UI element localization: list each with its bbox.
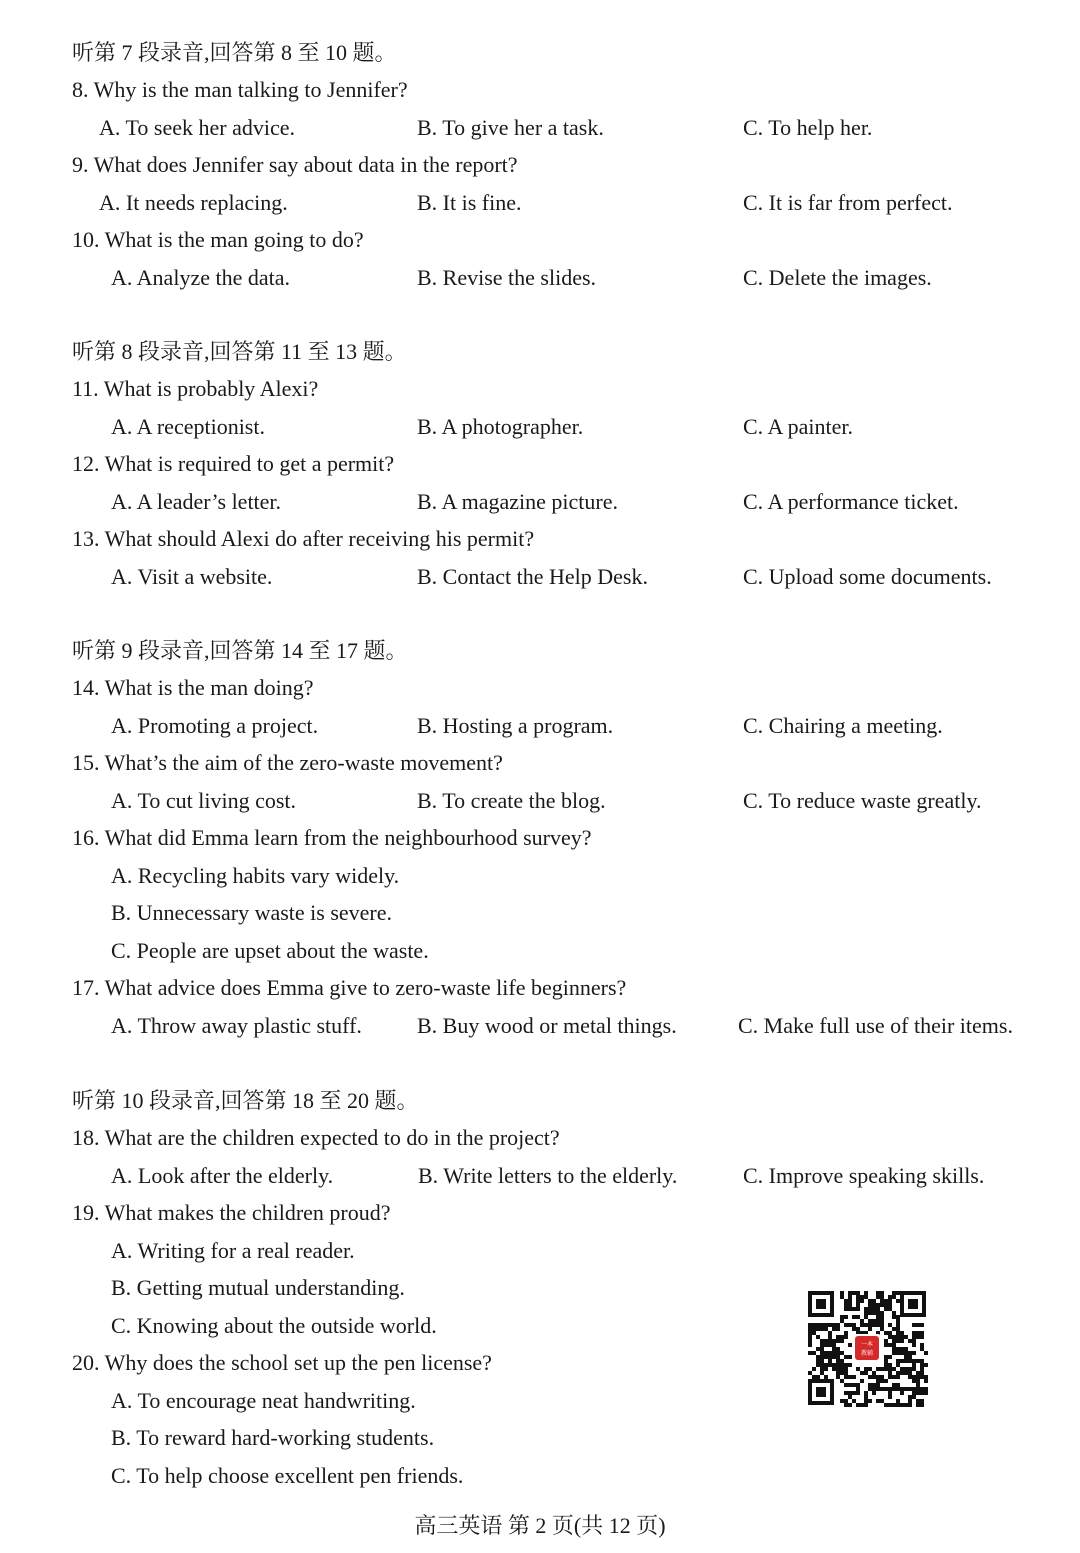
options-row — [72, 109, 1052, 147]
options-row — [72, 408, 1052, 446]
options-row — [72, 1007, 1052, 1045]
section-8 — [72, 333, 1052, 595]
question-stem: 15. What’s the aim of the zero-waste movement? — [72, 750, 503, 775]
option-a: A. Visit a website. — [111, 563, 273, 589]
option-b: B. Revise the slides. — [417, 264, 597, 290]
options-row — [72, 782, 1052, 820]
option-c: C. A painter. — [743, 413, 853, 439]
option-b: B. Unnecessary waste is severe. — [111, 900, 393, 925]
option-b: B. A magazine picture. — [417, 488, 618, 514]
qr-badge-text-top: 一本 — [860, 1341, 874, 1348]
option-a: A. A receptionist. — [111, 413, 265, 439]
option-c: C. To help choose excellent pen friends. — [111, 1462, 464, 1488]
page-footer: 高三英语 第 2 页(共 12 页) — [414, 1513, 666, 1538]
question-stem: 14. What is the man doing? — [72, 675, 314, 700]
option-c: C. Upload some documents. — [743, 563, 992, 589]
option-c: C. To help her. — [743, 114, 873, 140]
question-stem: 18. What are the children expected to do in the project? — [72, 1125, 560, 1150]
option-c: C. Improve speaking skills. — [743, 1162, 985, 1188]
section-heading: 听第 10 段录音,回答第 18 至 20 题。 — [72, 1088, 419, 1113]
option-a: A. It needs replacing. — [99, 189, 288, 215]
option-b: B. A photographer. — [417, 413, 584, 439]
option-c: C. A performance ticket. — [743, 488, 959, 514]
options-row — [72, 1157, 1052, 1195]
option-b: B. Getting mutual understanding. — [111, 1275, 405, 1300]
question-stem: 20. Why does the school set up the pen license? — [72, 1350, 492, 1375]
option-a: A. To seek her advice. — [99, 114, 295, 140]
option-a: A. Look after the elderly. — [111, 1162, 334, 1188]
section-heading: 听第 9 段录音,回答第 14 至 17 题。 — [72, 638, 408, 663]
option-a: A. Writing for a real reader. — [111, 1237, 355, 1263]
option-b: B. It is fine. — [417, 189, 522, 215]
option-b: B. Hosting a program. — [417, 712, 614, 738]
option-c: C. Make full use of their items. — [738, 1012, 1013, 1038]
question-stem: 8. Why is the man talking to Jennifer? — [72, 77, 408, 102]
options-row — [72, 707, 1052, 745]
section-10 — [72, 1082, 1052, 1494]
question-stem: 13. What should Alexi do after receiving his permit? — [72, 526, 535, 551]
section-heading: 听第 8 段录音,回答第 11 至 13 题。 — [72, 339, 407, 364]
section-7 — [72, 34, 1052, 296]
option-a: A. To encourage neat handwriting. — [111, 1387, 416, 1413]
option-c: C. Chairing a meeting. — [743, 712, 943, 738]
section-heading: 听第 7 段录音,回答第 8 至 10 题。 — [72, 40, 397, 65]
question-stem: 17. What advice does Emma give to zero-waste life beginners? — [72, 975, 627, 1000]
option-b: B. To reward hard-working students. — [111, 1425, 435, 1450]
qr-badge-text-bottom: 教辅 — [860, 1350, 874, 1357]
option-c: C. People are upset about the waste. — [111, 937, 429, 963]
option-a: A. To cut living cost. — [111, 787, 297, 813]
option-a: A. Recycling habits vary widely. — [111, 862, 400, 888]
option-b: B. To create the blog. — [417, 787, 606, 813]
option-b: B. To give her a task. — [417, 114, 604, 140]
options-row — [72, 184, 1052, 222]
option-a: A. Promoting a project. — [111, 712, 319, 738]
option-b: B. Write letters to the elderly. — [418, 1162, 678, 1188]
question-stem: 10. What is the man going to do? — [72, 227, 364, 252]
question-stem: 19. What makes the children proud? — [72, 1200, 391, 1225]
option-c: C. Knowing about the outside world. — [111, 1312, 437, 1338]
option-a: A. A leader’s letter. — [111, 488, 282, 514]
question-stem: 9. What does Jennifer say about data in the report? — [72, 152, 518, 177]
options-row — [72, 483, 1052, 521]
option-b: B. Buy wood or metal things. — [417, 1012, 677, 1038]
question-stem: 16. What did Emma learn from the neighbourhood survey? — [72, 825, 592, 850]
option-b: B. Contact the Help Desk. — [417, 563, 648, 589]
section-9 — [72, 632, 1052, 1044]
option-a: A. Throw away plastic stuff. — [111, 1012, 362, 1038]
qr-code-icon — [806, 1289, 928, 1407]
option-c: C. To reduce waste greatly. — [743, 787, 982, 813]
option-c: C. It is far from perfect. — [743, 189, 953, 215]
options-row — [72, 558, 1052, 596]
question-stem: 12. What is required to get a permit? — [72, 451, 395, 476]
option-c: C. Delete the images. — [743, 264, 932, 290]
option-a: A. Analyze the data. — [111, 264, 290, 290]
question-stem: 11. What is probably Alexi? — [72, 376, 319, 401]
options-row — [72, 259, 1052, 297]
